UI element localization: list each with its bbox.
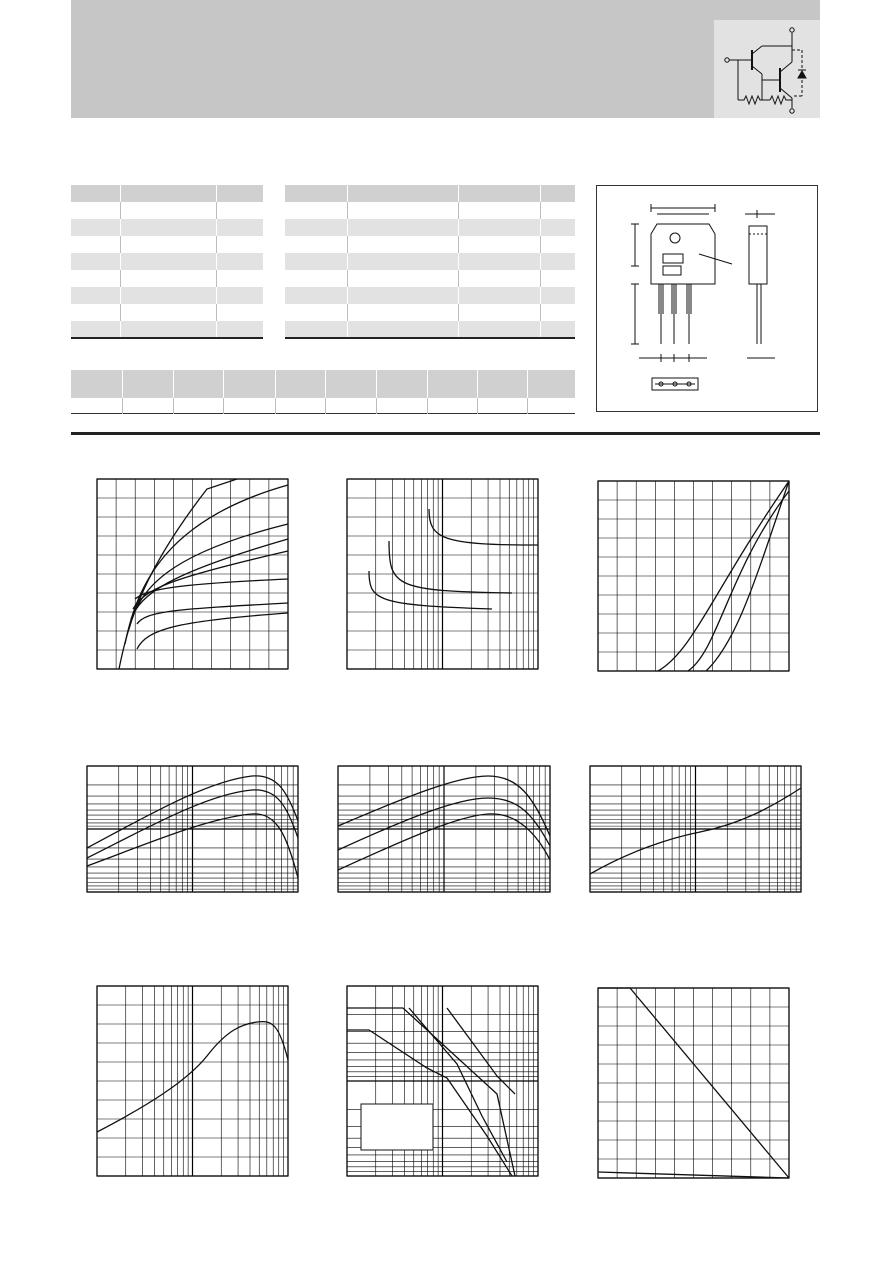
table-cell [477,370,527,398]
mounting-hole [670,233,680,243]
table-cell [71,219,120,236]
table-cell [216,236,263,253]
table-cell [122,370,173,398]
table-cell [120,287,216,304]
graph-3-transfer-characteristics [598,481,789,671]
table-cell [540,253,575,270]
table-cell [216,270,263,287]
table-cell [120,253,216,270]
marking-box-2 [663,266,681,275]
graph-1-output-characteristics [97,479,288,669]
table-cell [223,398,275,413]
diode-symbol [798,71,806,78]
table-cell [458,219,540,236]
table-cell [120,270,216,287]
graph-9-grid [598,988,789,1178]
table-cell [458,321,540,338]
equivalent-circuit-panel [714,20,820,118]
table-cell [540,321,575,338]
table-cell [540,270,575,287]
graph-1-curve-2 [125,485,288,644]
table-cell [285,270,347,287]
table-cell [325,398,376,413]
table-cell [120,304,216,321]
table-cell [458,253,540,270]
resistor-1 [738,96,770,104]
table-cell [347,236,458,253]
table-cell [173,398,223,413]
graph-2-curve-1 [429,509,538,545]
package-drawing [597,186,819,413]
table-cell [458,270,540,287]
table-cell [120,219,216,236]
table-cell [458,185,540,202]
table-cell [285,185,347,202]
table-cell [458,287,540,304]
table-cell [71,321,120,338]
table-cell [216,202,263,219]
table-cell [285,253,347,270]
table-cell [71,398,122,413]
base-terminal [725,58,729,62]
table-cell [71,253,120,270]
table-cell [527,370,575,398]
graph-2-curve-3 [369,571,492,609]
table-cell [275,398,325,413]
table-cell [71,287,120,304]
header-band [71,0,820,118]
table-cell [71,270,120,287]
absolute-ratings-table [71,185,263,339]
table-cell [427,398,477,413]
table-cell [325,370,376,398]
table-cell [540,202,575,219]
graph-4-grid [87,766,298,892]
table-cell [216,321,263,338]
resistor-2 [770,96,792,104]
table-cell [216,304,263,321]
graph-6-thermal-resistance [590,766,801,892]
table-cell [477,398,527,413]
table-cell [347,270,458,287]
graph-1-curve-3 [129,524,288,629]
table-cell [540,236,575,253]
graph-3-grid [598,481,789,671]
table-cell [527,398,575,413]
graph-5-current-gain-temperature [338,766,550,892]
table-cell [458,236,540,253]
graph-1-curve-7 [137,603,288,624]
darlington-circuit-diagram [714,20,820,118]
table-cell [173,370,223,398]
graph-2-grid [347,479,538,669]
table-cell [216,219,263,236]
graph-3-curve-2 [688,491,789,671]
table-cell [458,202,540,219]
table-cell [120,202,216,219]
table-cell [223,370,275,398]
graph-4-dc-current-gain [87,766,298,892]
table-cell [275,370,325,398]
electrical-characteristics-table [285,185,575,339]
graph-7-grid [97,986,288,1176]
table-cell [285,304,347,321]
table-cell [376,370,427,398]
table-cell [216,287,263,304]
table-cell [347,219,458,236]
table-cell [120,185,216,202]
section-divider [71,432,820,435]
collector-terminal [790,28,794,32]
table-cell [71,304,120,321]
table-cell [347,253,458,270]
table-cell [122,398,173,413]
graph-8-safe-operating-area [347,986,538,1176]
table-cell [216,253,263,270]
table-cell [540,185,575,202]
table-cell [540,219,575,236]
marking-box-1 [663,254,683,263]
table-cell [120,321,216,338]
table-cell [347,185,458,202]
table-cell [458,304,540,321]
table-cell [120,236,216,253]
graph-2-curve-2 [389,541,512,593]
table-cell [347,287,458,304]
graph-8-legend-box [361,1104,433,1150]
switching-characteristics-table [71,370,575,414]
table-cell [376,398,427,413]
table-cell [540,304,575,321]
package-outline-box [596,185,818,412]
table-cell [347,304,458,321]
graph-8-curve-2 [347,1030,512,1176]
emitter-terminal [790,109,794,113]
graph-9-power-derating [598,988,789,1178]
table-cell [71,236,120,253]
table-cell [71,202,120,219]
table-cell [285,236,347,253]
table-cell [285,321,347,338]
table-cell [285,287,347,304]
graph-2-saturation-voltage [347,479,538,669]
package-body-side [749,226,767,284]
table-cell [347,202,458,219]
table-cell [216,185,263,202]
table-cell [427,370,477,398]
table-cell [540,287,575,304]
table-cell [71,185,120,202]
table-cell [71,370,122,398]
table-cell [285,219,347,236]
table-cell [285,202,347,219]
table-cell [347,321,458,338]
graph-7-frequency-response [97,986,288,1176]
graph-6-grid [590,766,801,892]
